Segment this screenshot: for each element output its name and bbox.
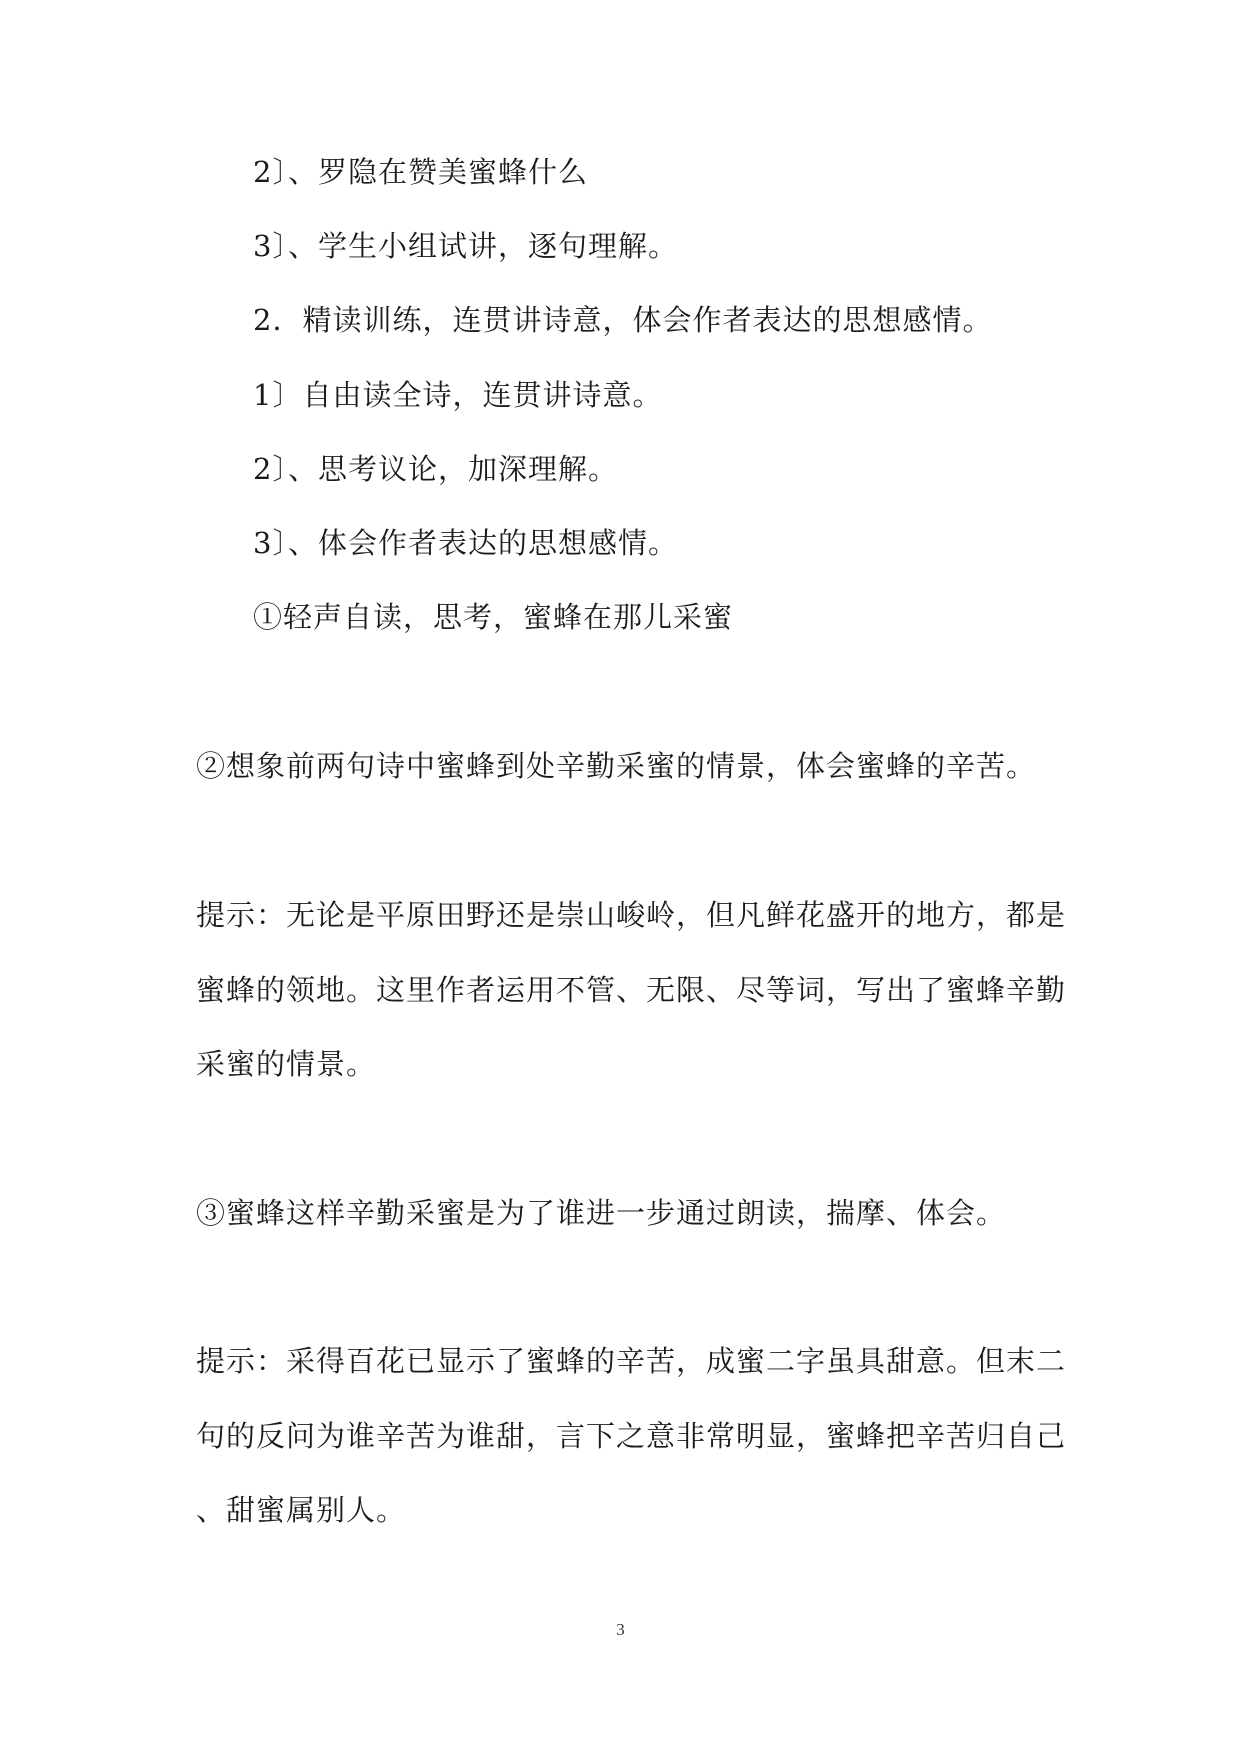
- text-line: 3〕、体会作者表达的思想感情。: [253, 526, 678, 560]
- text-line: ②想象前两句诗中蜜蜂到处辛勤采蜜的情景，体会蜜蜂的辛苦。: [196, 749, 1037, 783]
- text-line: 2〕、思考议论，加深理解。: [253, 452, 618, 486]
- text-line: ③蜜蜂这样辛勤采蜜是为了谁进一步通过朗读，揣摩、体会。: [196, 1196, 1007, 1230]
- text-line: 蜜蜂的领地。这里作者运用不管、无限、尽等词，写出了蜜蜂辛勤: [196, 973, 1067, 1007]
- text-line: 2〕、罗隐在赞美蜜蜂什么: [253, 155, 588, 189]
- text-line: 提示：无论是平原田野还是崇山峻岭，但凡鲜花盛开的地方，都是: [196, 898, 1067, 932]
- text-line: 2．精读训练，连贯讲诗意，体会作者表达的思想感情。: [253, 303, 993, 337]
- text-line: 采蜜的情景。: [196, 1047, 377, 1081]
- text-line: 3〕、学生小组试讲，逐句理解。: [253, 229, 678, 263]
- text-line: 、甜蜜属别人。: [196, 1493, 407, 1527]
- text-line: 提示：采得百花已显示了蜜蜂的辛苦，成蜜二字虽具甜意。但末二: [196, 1344, 1067, 1378]
- page-number: 3: [616, 1620, 625, 1639]
- text-line: 1〕自由读全诗，连贯讲诗意。: [253, 378, 663, 412]
- text-line: 句的反问为谁辛苦为谁甜，言下之意非常明显，蜜蜂把辛苦归自己: [196, 1419, 1067, 1453]
- text-line: ①轻声自读，思考，蜜蜂在那儿采蜜: [253, 600, 734, 634]
